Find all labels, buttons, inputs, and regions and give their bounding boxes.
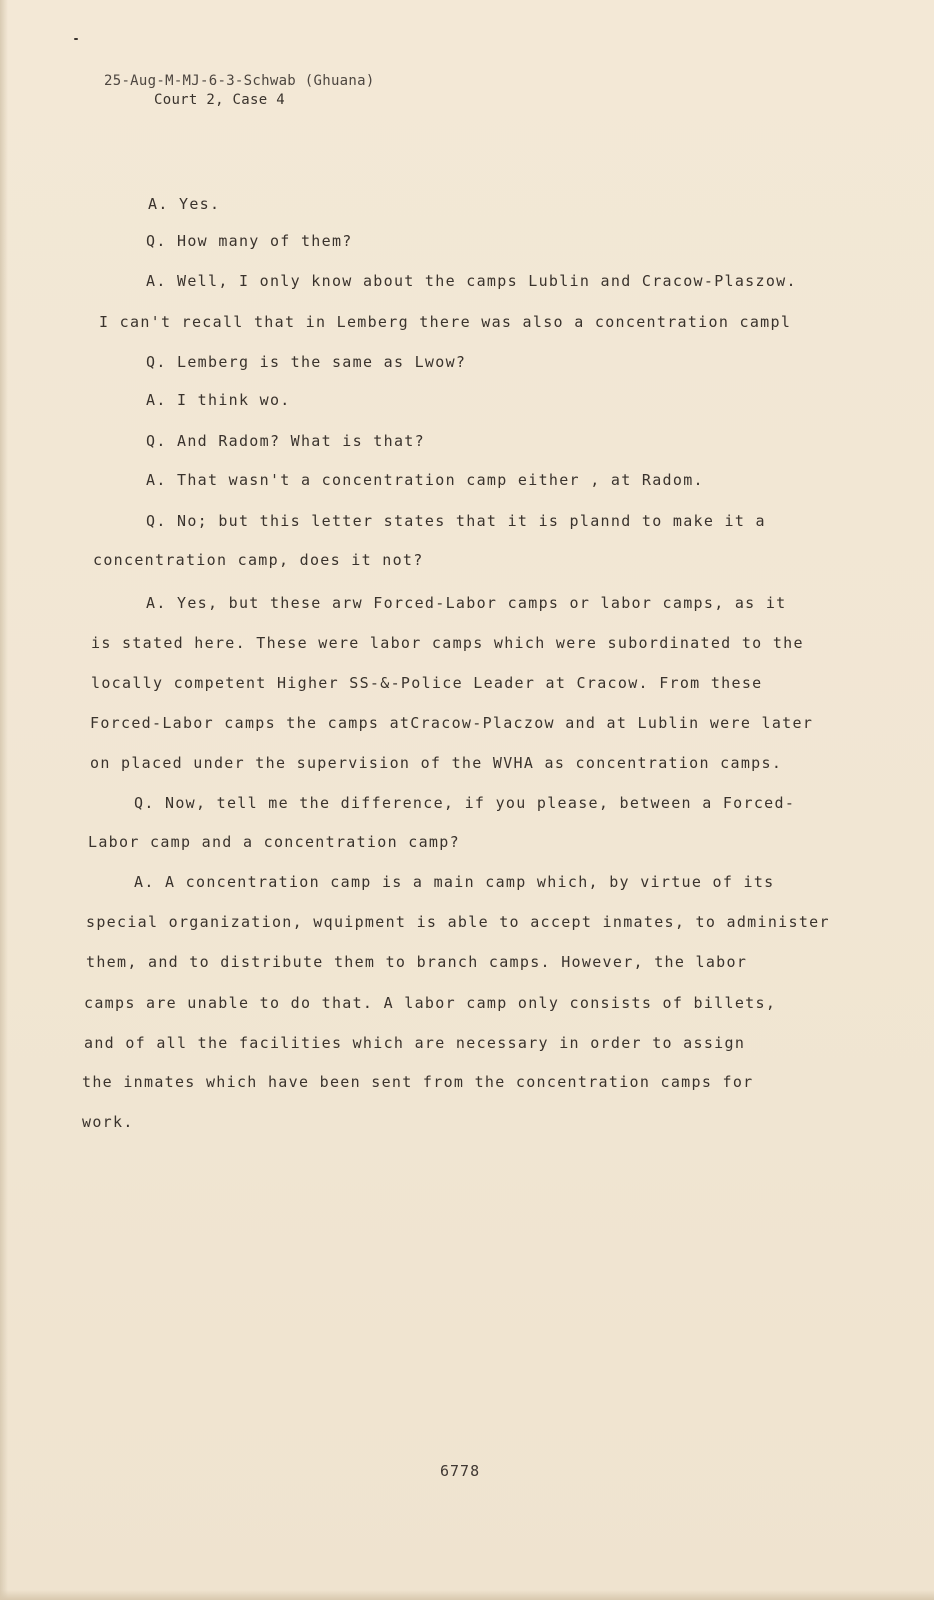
transcript-line: work. (82, 1113, 134, 1131)
transcript-line: camps are unable to do that. A labor camp only consists of billets, (84, 994, 777, 1012)
transcript-line: Q. How many of them? (146, 232, 353, 250)
transcript-line: A. I think wo. (146, 391, 291, 409)
page-number: 6778 (440, 1462, 481, 1480)
transcript-line: the inmates which have been sent from the concentration camps for (82, 1073, 754, 1091)
transcript-line: and of all the facilities which are necessary in order to assign (84, 1034, 746, 1052)
transcript-line: them, and to distribute them to branch camps. However, the labor (86, 953, 748, 971)
transcript-line: Forced-Labor camps the camps atCracow-Placzow and at Lublin were later (90, 714, 814, 732)
session-reference: 25-Aug-M-MJ-6-3-Schwab (Ghuana) (104, 73, 375, 89)
transcript-line: special organization, wquipment is able to accept inmates, to administer (86, 913, 830, 931)
transcript-line: Q. Now, tell me the difference, if you please, between a Forced- (134, 794, 796, 812)
court-case-label: Court 2, Case 4 (154, 92, 285, 108)
transcript-line: Q. No; but this letter states that it is plannd to make it a (146, 512, 766, 530)
transcript-line: A. Yes. (148, 195, 221, 213)
transcript-line: is stated here. These were labor camps which were subordinated to the (91, 634, 804, 652)
transcript-line: A. Well, I only know about the camps Lublin and Cracow-Plaszow. (146, 272, 797, 290)
transcript-line: locally competent Higher SS-&-Police Leader at Cracow. From these (91, 674, 763, 692)
transcript-line: Q. Lemberg is the same as Lwow? (146, 353, 467, 371)
transcript-line: A. That wasn't a concentration camp either , at Radom. (146, 471, 704, 489)
transcript-line: concentration camp, does it not? (93, 551, 424, 569)
ink-speck (74, 38, 78, 40)
transcript-line: I can't recall that in Lemberg there was also a concentration campl (99, 313, 792, 331)
transcript-line: A. Yes, but these arw Forced-Labor camps or labor camps, as it (146, 594, 787, 612)
page-edge-shadow (0, 0, 8, 1600)
case-header (104, 72, 375, 110)
transcript-line: on placed under the supervision of the WVHA as concentration camps. (90, 754, 783, 772)
transcript-line: Q. And Radom? What is that? (146, 432, 425, 450)
transcript-line: Labor camp and a concentration camp? (88, 833, 460, 851)
transcript-line: A. A concentration camp is a main camp which, by virtue of its (134, 873, 775, 891)
page-bottom-shadow (0, 1590, 934, 1600)
